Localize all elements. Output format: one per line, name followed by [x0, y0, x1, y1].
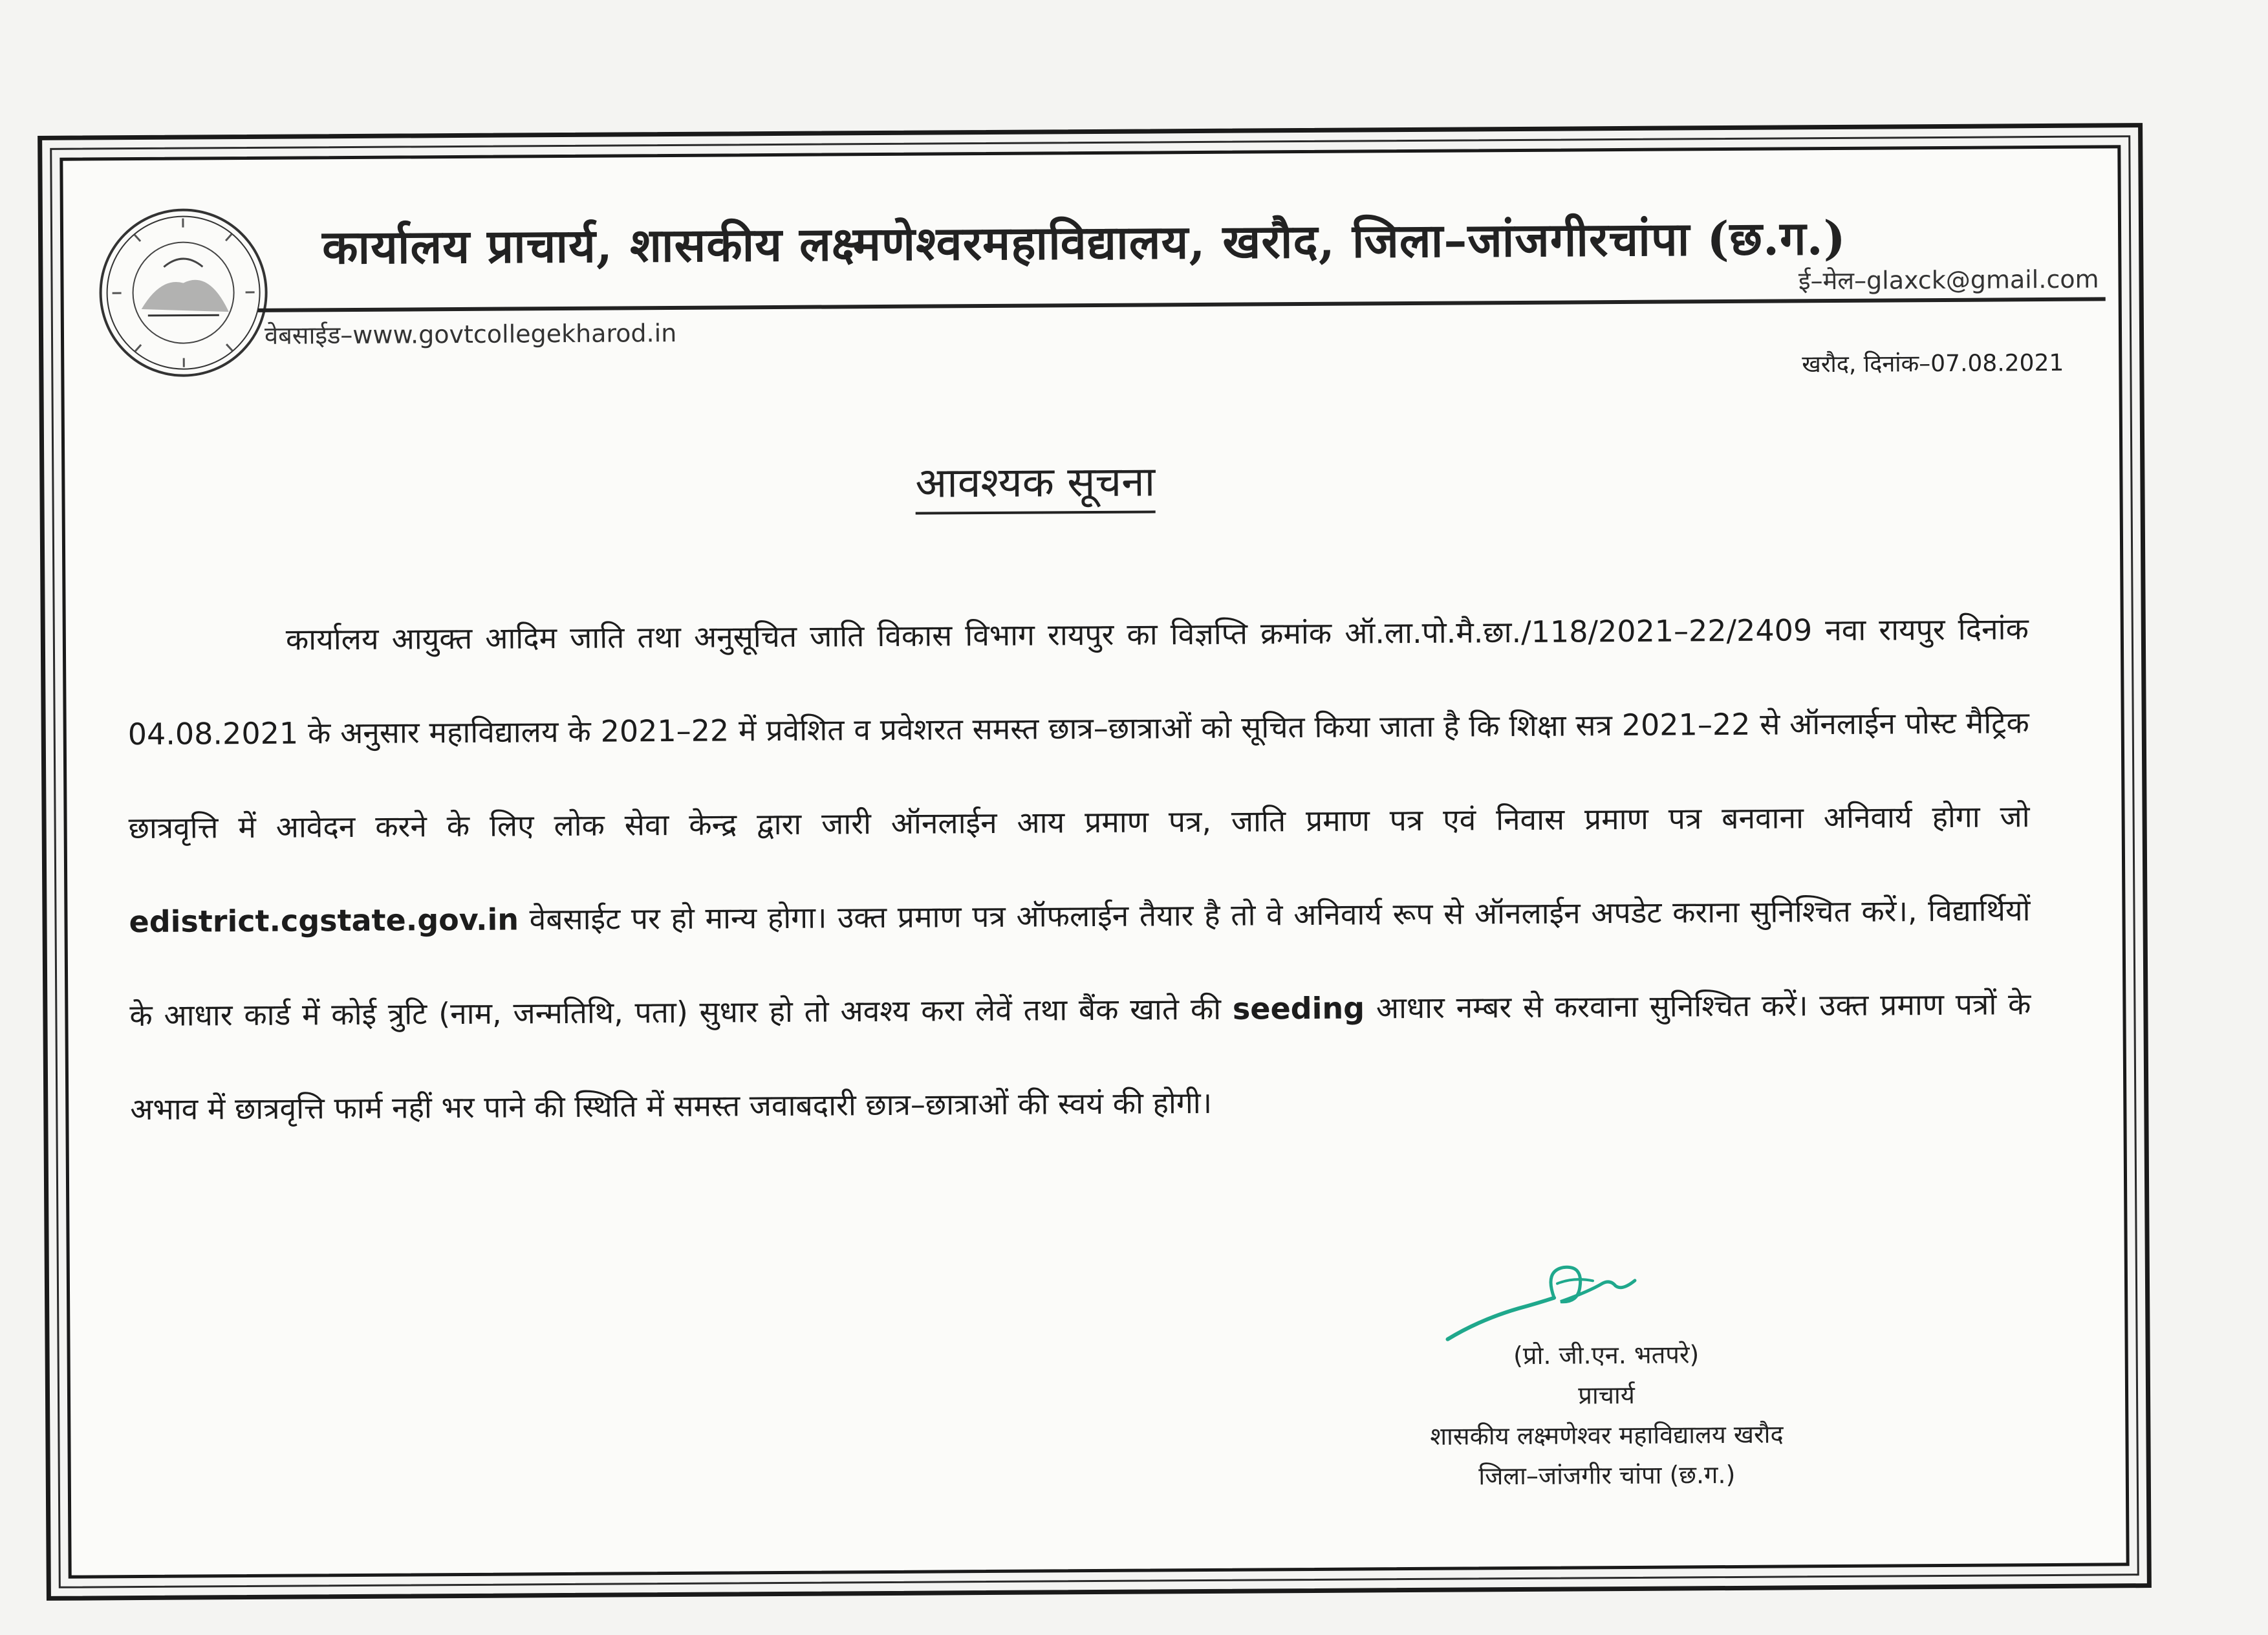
letterhead-border-outer [38, 123, 2152, 1601]
notice-body-part-1: कार्यालय आयुक्त आदिम जाति तथा अनुसूचित जाति विकास विभाग रायपुर का विज्ञप्ति क्रमांक ऑ.ला.पो.मै.छा./118/2021–22/2409 नवा रायपुर दिनांक 04.08.2021 के अनुसार महाविद्यालय के 2021–22 में प्रवेशित व प्रवेशरत समस्त छात्र–छात्राओं को सूचित किया जाता है कि शिक्षा सत्र 2021–22 से ऑनलाईन पोस्ट मैट्रिक छात्रवृत्ति में आवेदन करने के लिए लोक सेवा केन्द्र द्वारा जारी ऑनलाईन आय प्रमाण पत्र, जाति प्रमाण पत्र एवं निवास प्रमाण पत्र बनवाना अनिवार्य होगा जो [127, 611, 2030, 846]
signatory-district: जिला–जांजगीर चांपा (छ.ग.) [1478, 1460, 1736, 1491]
letterhead-border-middle [50, 135, 2139, 1588]
signatory-name: (प्रो. जी.एन. भतपरे) [1513, 1340, 1700, 1370]
seeding-text: seeding [1232, 990, 1365, 1026]
letterhead-page [59, 145, 2129, 1578]
notice-body-part-3: आधार नम्बर से करवाना सुनिश्चित करें। उक्त प्रमाण पत्रों के अभाव में छात्रवृत्ति फार्म नहीं भर पाने की स्थिति में समस्त जवाबदारी छात्र–छात्राओं की स्वयं की होगी। [130, 986, 2031, 1127]
notice-heading: आवश्यक सूचना [915, 451, 1155, 514]
notice-body [127, 582, 2031, 1156]
college-seal-icon [96, 205, 272, 381]
signatory-institution: शासकीय लक्ष्मणेश्वर महाविद्यालय खरौद [1430, 1420, 1784, 1451]
edistrict-website-text: edistrict.cgstate.gov.in [129, 902, 519, 940]
signatory-designation: प्राचार्य [1578, 1380, 1635, 1410]
header-divider [258, 297, 2106, 312]
website-address: वेबसाईड–www.govtcollegekharod.in [264, 318, 677, 350]
letterhead-title: कार्यालय प्राचार्य, शासकीय लक्ष्मणेश्वरमहाविद्यालय, खरौद, जिला–जांजगीरचांपा (छ.ग.) [321, 210, 1846, 275]
place-and-date: खरौद, दिनांक–07.08.2021 [1802, 349, 2064, 378]
email-address: ई–मेल–glaxck@gmail.com [1798, 265, 2099, 296]
signatory-block [1331, 1334, 1881, 1497]
notice-body-part-2: वेबसाईट पर हो मान्य होगा। उक्त प्रमाण पत्र ऑफलाईन तैयार है तो वे अनिवार्य रूप से ऑनलाईन अपडेट कराना सुनिश्चित करें।, विद्यार्थियों के आधार कार्ड में कोई त्रुटि (नाम, जन्मतिथि, पता) सुधार हो तो अवश्य करा लेवें तथा बैंक खाते की [129, 893, 2031, 1034]
